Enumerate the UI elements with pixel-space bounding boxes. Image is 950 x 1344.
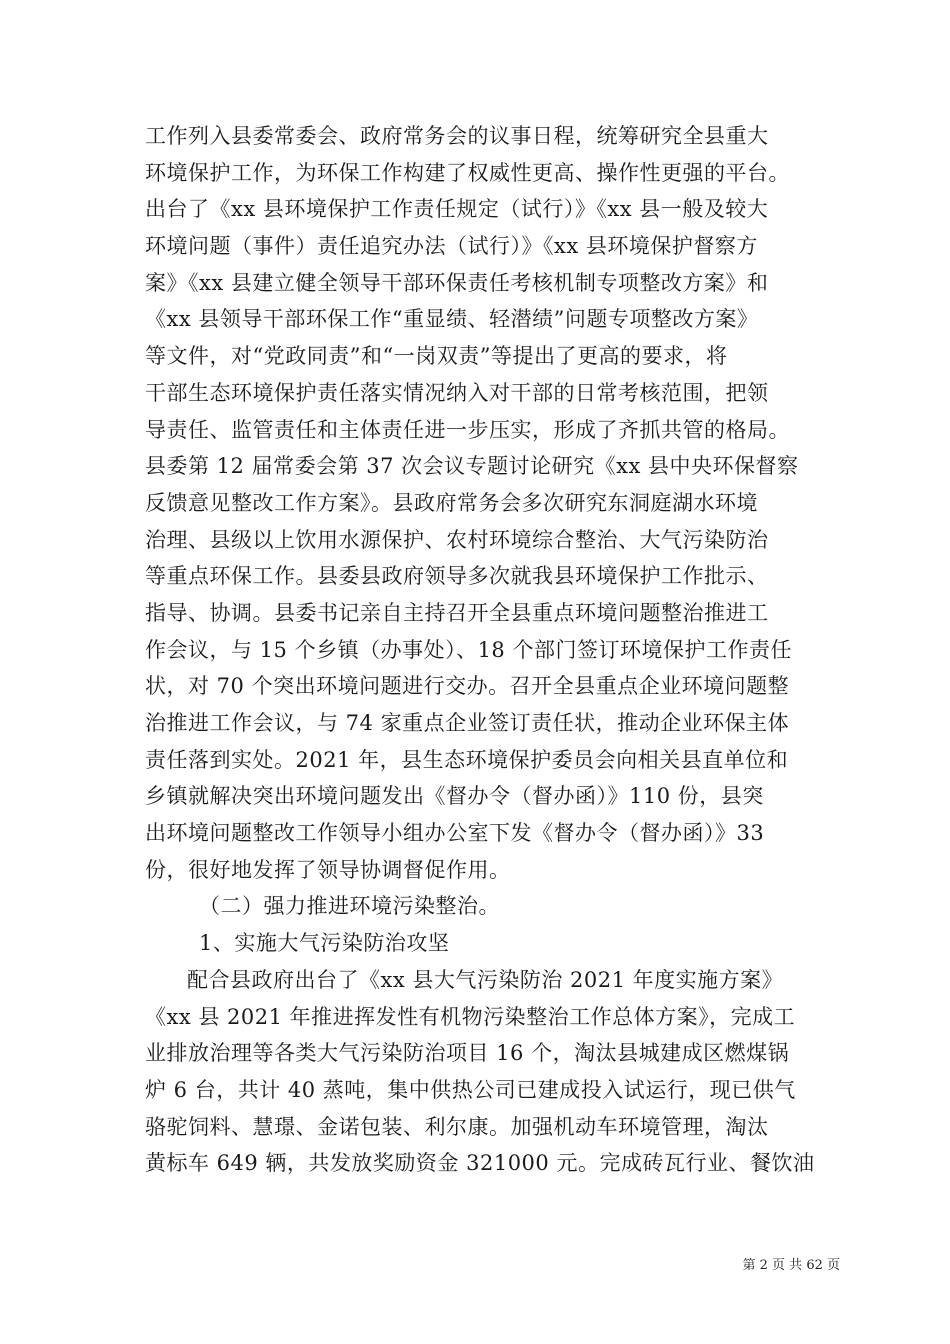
document-body — [145, 118, 815, 1182]
text-line: 炉 6 台，共计 40 蒸吨，集中供热公司已建成投入试运行，现已供气 — [145, 1077, 796, 1102]
text-line: 乡镇就解决突出环境问题发出《督办令（督办函）》110 份，县突 — [145, 784, 764, 809]
text-line: 作会议，与 15 个乡镇（办事处）、18 个部门签订环境保护工作责任 — [145, 637, 792, 662]
text-line: 业排放治理等各类大气污染防治项目 16 个，淘汰县城建成区燃煤锅 — [145, 1041, 790, 1066]
subsection-heading: 1、实施大气污染防治攻坚 — [199, 931, 450, 956]
section-heading: （二）强力推进环境污染整治。 — [199, 894, 500, 919]
text-line: 份，很好地发挥了领导协调督促作用。 — [145, 857, 511, 882]
text-line: 配合县政府出台了《xx 县大气污染防治 2021 年度实施方案》 — [187, 967, 784, 992]
text-line: 黄标车 649 辆，共发放奖励资金 321000 元。完成砖瓦行业、餐饮油 — [145, 1151, 815, 1176]
text-line: 等重点环保工作。县委县政府领导多次就我县环境保护工作批示、 — [145, 564, 769, 589]
text-line: 案》《xx 县建立健全领导干部环保责任考核机制专项整改方案》和 — [145, 270, 769, 295]
text-line: 县委第 12 届常委会第 37 次会议专题讨论研究《xx 县中央环保督察 — [145, 454, 799, 479]
page-number: 第 2 页 共 62 页 — [742, 1258, 840, 1273]
text-line: 责任落到实处。2021 年，县生态环境保护委员会向相关县直单位和 — [145, 747, 789, 772]
text-line: 环境问题（事件）责任追究办法（试行）》《xx 县环境保护督察方 — [145, 234, 758, 259]
text-line: 骆驼饲料、慧璟、金诺包装、利尔康。加强机动车环境管理，淘汰 — [145, 1114, 769, 1139]
text-line: 指导、协调。县委书记亲自主持召开全县重点环境问题整治推进工 — [145, 600, 769, 625]
text-line: 《xx 县 2021 年推进挥发性有机物污染整治工作总体方案》，完成工 — [145, 1004, 796, 1029]
text-line: 出环境问题整改工作领导小组办公室下发《督办令（督办函）》33 — [145, 821, 765, 846]
text-line: 治推进工作会议，与 74 家重点企业签订责任状，推动企业环保主体 — [145, 711, 790, 735]
text-line: 环境保护工作，为环保工作构建了权威性更高、操作性更强的平台。 — [145, 160, 790, 185]
text-line: 出台了《xx 县环境保护工作责任规定（试行）》《xx 县一般及较大 — [145, 197, 769, 222]
text-line: 反馈意见整改工作方案》。县政府常务会多次研究东洞庭湖水环境 — [145, 490, 758, 515]
text-line: 《xx 县领导干部环保工作“重显绩、轻潜绩”问题专项整改方案》 — [145, 307, 759, 332]
text-line: 导责任、监管责任和主体责任进一步压实，形成了齐抓共管的格局。 — [145, 417, 790, 442]
text-line: 治理、县级以上饮用水源保护、农村环境综合整治、大气污染防治 — [145, 527, 769, 552]
text-line: 等文件，对“党政同责”和“一岗双责”等提出了更高的要求，将 — [145, 344, 728, 369]
text-line: 工作列入县委常委会、政府常务会的议事日程，统筹研究全县重大 — [145, 124, 769, 148]
text-line: 干部生态环境保护责任落实情况纳入对干部的日常考核范围，把领 — [145, 380, 769, 405]
text-line: 状，对 70 个突出环境问题进行交办。召开全县重点企业环境问题整 — [145, 674, 790, 699]
